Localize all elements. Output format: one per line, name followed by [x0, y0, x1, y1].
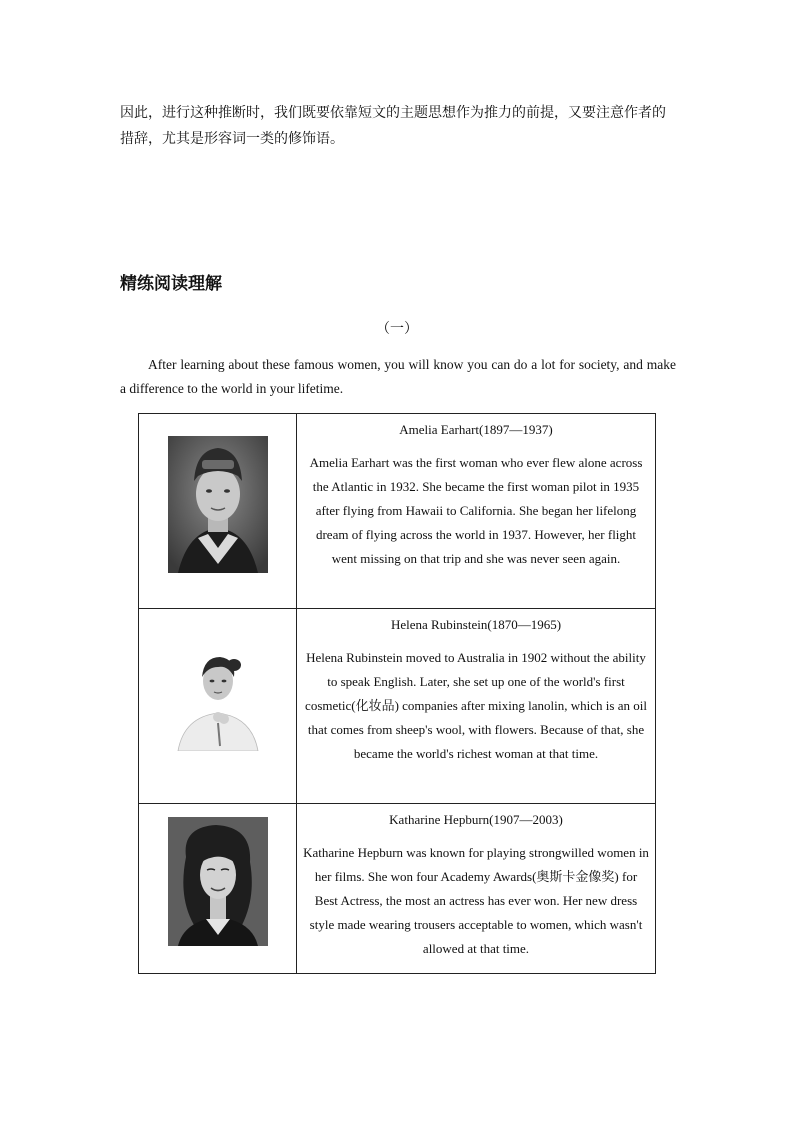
person-bio: Katharine Hepburn was known for playing strongwilled women in her films. She won four Academy Awards(奥斯卡金像奖) for Best Actress, the most an actress has ever won. Her new dress style made wearing trousers acceptable to women, which wasn't allowed at that time.	[303, 845, 649, 956]
profile-row-earhart	[139, 414, 656, 609]
profile-table	[138, 413, 656, 974]
photo-cell	[139, 804, 297, 974]
intro-paragraph: 因此，进行这种推断时，我们既要依靠短文的主题思想作为推力的前提，又要注意作者的措辞，尤其是形容词一类的修饰语。	[120, 105, 666, 147]
rubinstein-portrait	[174, 651, 262, 751]
hepburn-portrait	[168, 817, 268, 946]
person-name: Helena Rubinstein(1870—1965)	[390, 617, 562, 632]
profile-text-cell	[297, 609, 656, 804]
passage-intro: After learning about these famous women, you will know you can do a lot for society, and make a difference to the world in your lifetime.	[120, 357, 676, 396]
person-name: Katharine Hepburn(1907—2003)	[389, 812, 563, 827]
section-heading: 精练阅读理解	[120, 274, 222, 294]
photo-cell	[139, 609, 297, 804]
person-name: Amelia Earhart(1897—1937)	[399, 422, 553, 437]
part-number: （一）	[376, 321, 418, 337]
profile-row-hepburn	[139, 804, 656, 974]
profile-text-cell	[297, 804, 656, 974]
profile-row-rubinstein	[139, 609, 656, 804]
person-bio: Helena Rubinstein moved to Australia in 1902 without the ability to speak English. Later, she set up one of the world's first cosmetic(化妆品) companies after mixing lanolin, which is an oil that comes from sheep's wool, with flowers. Because of that, she became the world's richest woman at that time.	[305, 650, 647, 761]
person-bio: Amelia Earhart was the first woman who ever flew alone across the Atlantic in 1932. She became the first woman pilot in 1935 after flying from Hawaii to California. She began her lifelong dream of flying across the world in 1937. However, her flight went missing on that trip and she was never seen again.	[309, 455, 643, 566]
earhart-portrait	[168, 436, 268, 573]
photo-cell	[139, 414, 297, 609]
profile-text-cell	[297, 414, 656, 609]
